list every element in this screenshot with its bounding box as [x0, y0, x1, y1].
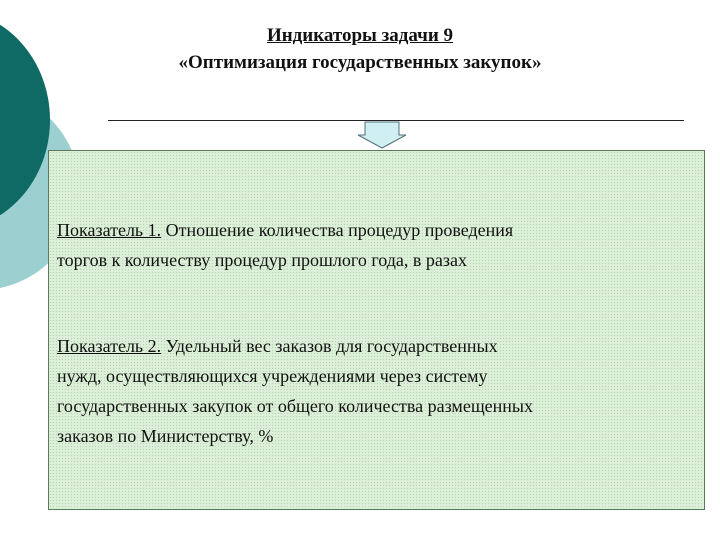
title-line-2: «Оптимизация государственных закупок»	[178, 52, 542, 73]
indicator-1-label: Показатель 1.	[57, 220, 162, 240]
indicator-2-text: Удельный вес заказов для государственных нужд, осуществляющихся учреждениями через систему государственных закупок от общего количества размещенных заказов по Министерству, %	[57, 336, 534, 446]
slide-title	[60, 22, 660, 76]
indicator-1	[57, 215, 697, 275]
indicator-2	[57, 331, 697, 451]
indicator-2-label: Показатель 2.	[57, 336, 162, 356]
down-arrow-icon	[357, 121, 407, 149]
indicator-1-text: Отношение количества процедур проведения торгов к количеству процедур прошлого года, в разах	[57, 220, 514, 270]
title-line-1: Индикаторы задачи 9	[266, 25, 454, 46]
indicators-panel	[48, 150, 705, 510]
